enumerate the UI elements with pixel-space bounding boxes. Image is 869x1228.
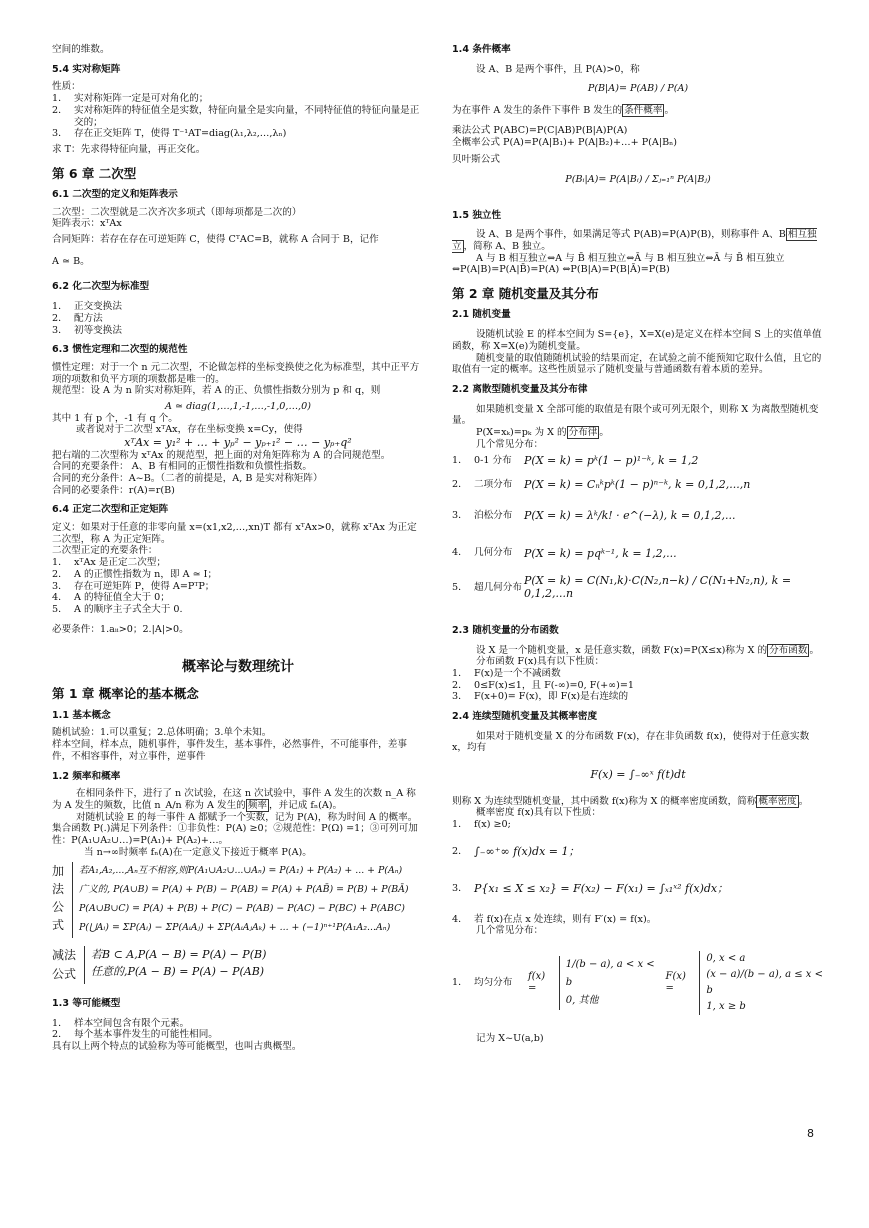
section-2-2-heading: 2.2 离散型随机变量及其分布律	[452, 383, 588, 395]
text: 随机试验：1.可以重复；2.总体明确；3.单个未知。	[52, 727, 272, 739]
text: 为在事件 A 发生的条件下事件 B 发生的 条件概率 。	[452, 105, 675, 117]
list-1-3	[52, 1018, 424, 1041]
formula-line: 任意的,P(A − B) = P(A) − P(AB)	[91, 965, 265, 979]
property-item: 2． ∫₋∞⁺∞ f(x)dx = 1；	[452, 844, 580, 858]
addition-formula-label: 加 法 公 式	[52, 864, 65, 933]
formula: P(B|A)= P(AB) / P(A)	[587, 83, 689, 95]
formula-line: 若B ⊂ A,P(A − B) = P(A) − P(B)	[91, 947, 267, 961]
uniform-label: 均匀分布	[474, 977, 513, 989]
text: 乘法公式 P(ABC)=P(C|AB)P(B|A)P(A)	[452, 124, 628, 136]
uniform-density: 1/(b − a), a < x < b 0, 其他	[559, 956, 658, 1010]
text: 合同的必要条件：r(A)=r(B)	[52, 484, 175, 496]
formula: A ≃ diag(1,…,1,-1,…,-1,0,…,0)	[165, 401, 311, 413]
text: 全概率公式 P(A)=P(A|B₁)+ P(A|B₂)+…+ P(A|Bₙ)	[452, 136, 678, 148]
formula-line: 广义的, P(A∪B) = P(A) + P(B) − P(AB) = P(A) + P(AB̄) = P(B) + P(BĀ)	[79, 884, 409, 896]
text: 概率密度 f(x)具有以下性质：	[476, 807, 602, 819]
text: 矩阵表示：xᵀAx	[52, 218, 122, 230]
addition-formula-lines	[72, 862, 409, 937]
text: 必要条件：1.aᵢᵢ>0；2.|A|>0。	[52, 623, 189, 635]
text: 设 A、B 是两个事件，如果满足等式 P(AB)=P(A)P(B)，则称事件 A、B 相互独立 ，简称 A、B 独立。	[452, 229, 817, 253]
text: A ≃ B。	[52, 255, 90, 267]
book-title: 概率论与数理统计	[182, 659, 294, 676]
uniform-distribution: 1． 均匀分布 f(x) = 1/(b − a), a < x < b 0, 其他 F(x) = 0, x < a (x − a)/(b − a), a ≤ x < b 1, x ≥ b	[452, 951, 824, 1015]
list-item: 3． F(x+0)= F(x)，即 F(x)是右连续的	[452, 691, 629, 703]
section-6-2-heading: 6.2 化二次型为标准型	[52, 281, 150, 293]
intro-line: 空间的维数。	[52, 44, 110, 55]
subtraction-formula-block	[52, 946, 424, 984]
list-item: 2． A 的正惯性指数为 n，即 A ≃ I；	[52, 568, 218, 580]
section-1-2-heading: 1.2 频率和概率	[52, 770, 121, 782]
page-number: 8	[807, 1127, 814, 1140]
text: 合同矩阵：若存在存在可逆矩阵 C，使得 CᵀAC=B，就称 A 合同于 B，记作	[52, 233, 379, 245]
chapter-1-heading: 第 1 章 概率论的基本概念	[52, 686, 199, 702]
chapter-2-heading: 第 2 章 随机变量及其分布	[452, 286, 599, 302]
section-2-4-heading: 2.4 连续型随机变量及其概率密度	[452, 711, 598, 723]
distribution-item: 1． 0-1 分布 P(X = k) = pᵏ(1 − p)¹⁻ᵏ, k = 1,2	[452, 454, 699, 468]
text: 贝叶斯公式	[452, 154, 500, 166]
list-item: 2． 0≤F(x)≤1，且 F(-∞)=0, F(+∞)=1	[452, 679, 635, 691]
formula-line: 若A₁,A₂,...,Aₙ互不相容,则P(A₁∪A₂∪...∪Aₙ) = P(A₁) + P(A₂) + ... + P(Aₙ)	[79, 865, 403, 877]
distribution-item: 5． 超几何分布 P(X = k) = C(N₁,k)·C(N₂,n−k) / C(N₁+N₂,n), k = 0,1,2,...n	[452, 574, 792, 601]
list-item: 5． A 的顺序主子式全大于 0.	[52, 603, 183, 615]
text: 把右端的二次型称为 xᵀAx 的规范型，把上面的对角矩阵称为 A 的合同规范型。	[52, 449, 391, 461]
list-item: 2． 配方法	[52, 312, 103, 324]
formula: F(x) = ∫₋∞ˣ f(t)dt	[590, 768, 686, 782]
formula-line: P(A∪B∪C) = P(A) + P(B) + P(C) − P(AB) − P(AC) − P(BC) + P(ABC)	[79, 903, 405, 915]
text: 定义：如果对于任意的非零向量 x=(x1,x2,…,xn)T 都有 xᵀAx>0，就称 xᵀAx 为正定二次型，称 A 为正定矩阵。	[52, 522, 417, 545]
formula: P(Bᵢ|A)= P(A|Bᵢ) / Σⱼ₌₁ⁿ P(A|Bⱼ)	[565, 173, 711, 185]
distribution-item: 3． 泊松分布 P(X = k) = λᵏ/k! · e^(−λ), k = 0,1,2,...	[452, 509, 736, 523]
text: 几个常见分布：	[476, 438, 544, 450]
text: 合同的充要条件： A、B 有相同的正惯性指数和负惯性指数。	[52, 461, 312, 473]
list-item: 1． F(x)是一个不减函数	[452, 667, 561, 679]
text: 如果对于随机变量 X 的分布函数 F(x)，存在非负函数 f(x)，使得对于任意实数 x，均有	[452, 730, 810, 754]
text: 分布函数 F(x)具有以下性质：	[476, 656, 605, 668]
text: 设 A、B 是两个事件，且 P(A)>0，称	[476, 63, 640, 75]
section-1-3-heading: 1.3 等可能概型	[52, 998, 121, 1010]
text: 二次型：二次型就是二次齐次多项式（即每项都是二次的）	[52, 206, 302, 218]
section-1-4-heading: 1.4 条件概率	[452, 44, 511, 55]
text: 合同的充分条件：A~B。（二者的前提是，A, B 是实对称矩阵）	[52, 472, 323, 484]
text: 对随机试验 E 的每一事件 A 都赋予一个实数，记为 P(A)，称为时间 A 的概率。集合函数 P(.)满足下列条件：①非负性：P(A) ≥0；②规范性：P(Ω) =1；③可列可加性：P(A₁∪A₂∪…)=P(A₁)+ P(A₂)+…。	[52, 811, 418, 847]
section-1-1-heading: 1.1 基本概念	[52, 709, 111, 721]
term-box: 分布函数	[769, 644, 808, 656]
list-item: 3． 存在正交矩阵 T，使得 T⁻¹AT=diag(λ₁,λ₂,…,λₙ)	[52, 128, 287, 140]
text: 其中 1 有 p 个，-1 有 q 个。	[52, 412, 178, 424]
section-6-4-heading: 6.4 正定二次型和正定矩阵	[52, 504, 169, 516]
text: ⇔P(A|B)=P(A|B̄)=P(A) ⇔P(B|A)=P(B|Ā)=P(B)	[452, 264, 670, 276]
property-item: 1． f(x) ≥0;	[452, 819, 511, 830]
distribution-item: 4． 几何分布 P(X = k) = pqᵏ⁻¹, k = 1,2,...	[452, 546, 677, 560]
list-5-4	[52, 93, 424, 140]
list-item: 1． 正交变换法	[52, 301, 122, 313]
text: 在相同条件下，进行了 n 次试验，在这 n 次试验中，事件 A 发生的次数 n_A 称为 A 发生的频数，比值 n_A/n 称为 A 发生的 频率 ，并记成 fₙ(A)。	[52, 788, 416, 811]
text: 二次型正定的充要条件：	[52, 545, 158, 557]
list-item: 1． 实对称矩阵一定是可对角化的；	[52, 93, 209, 105]
list-item: 2． 实对称矩阵的特征值全是实数，特征向量全是实向量，不同特征值的特征向量是正交的；	[52, 104, 420, 128]
list-2-3	[452, 668, 824, 703]
formula: xᵀAx = y₁² + … + yₚ² − yₚ₊₁² − … − yₚ₊q²	[124, 436, 352, 450]
addition-formula-block	[52, 862, 424, 937]
formula-line: P(⋃Aᵢ) = ΣP(Aᵢ) − ΣP(AᵢAⱼ) + ΣP(AᵢAⱼAₖ) + ... + (−1)ⁿ⁺¹P(A₁A₂...Aₙ)	[79, 921, 391, 933]
text: 规范型：设 A 为 n 阶实对称矩阵，若 A 的正、负惯性指数分别为 p 和 q，则	[52, 385, 381, 397]
list-item: 3． 存在可逆矩阵 P，使得 A=PᵀP；	[52, 580, 215, 592]
section-2-3-heading: 2.3 随机变量的分布函数	[452, 624, 559, 636]
subtraction-formula-label: 减法 公式	[52, 947, 77, 981]
text: 设 X 是一个随机变量，x 是任意实数，函数 F(x)=P(X≤x)称为 X 的 分布函数 。	[476, 644, 820, 656]
section-6-3-heading: 6.3 惯性定理和二次型的规范性	[52, 344, 188, 356]
text: 惯性定理：对于一个 n 元二次型，不论做怎样的坐标变换使之化为标准型，其中正平方项的项数和负平方项的项数都是唯一的。	[52, 361, 420, 385]
term-box: 分布律	[568, 427, 598, 439]
chapter-6-heading: 第 6 章 二次型	[52, 165, 137, 181]
term-box: 概率密度	[758, 795, 797, 807]
property-item: 4． 若 f(x)在点 x 处连续，则有 F′(x) = f(x)。	[452, 913, 657, 925]
term-box: 条件概率	[624, 105, 663, 117]
text: A 与 B 相互独立⇔A 与 B̄ 相互独立⇔Ā 与 B 相互独立⇔Ā 与 B̄ 相互独立	[476, 252, 785, 264]
section-5-4-heading: 5.4 实对称矩阵	[52, 63, 121, 75]
text: 或者说对于二次型 xᵀAx，存在坐标变换 x=Cy，使得	[76, 424, 303, 436]
text: 则称 X 为连续型随机变量，其中函数 f(x)称为 X 的概率密度函数，简称 概率密度 。	[452, 795, 809, 807]
term-box: 相互独立	[452, 229, 817, 253]
uniform-cdf: 0, x < a (x − a)/(b − a), a ≤ x < b 1, x ≥ b	[699, 951, 824, 1015]
text: 具有以上两个特点的试验称为等可能概型，也叫古典概型。	[52, 1041, 302, 1053]
list-item: 3． 初等变换法	[52, 324, 122, 336]
section-2-1-heading: 2.1 随机变量	[452, 309, 511, 321]
text: 样本空间，样本点，随机事件，事件发生，基本事件，必然事件，不可能事件，差事件，不相容事件，对立事件，逆事件	[52, 739, 407, 762]
text: 当 n→∞时频率 fₙ(A)在一定意义下接近于概率 P(A)。	[84, 846, 312, 858]
distribution-item: 2． 二项分布 P(X = k) = Cₙᵏpᵏ(1 − p)ⁿ⁻ᵏ, k = 0,1,2,...,n	[452, 477, 751, 491]
section-6-1-heading: 6.1 二次型的定义和矩阵表示	[52, 188, 178, 200]
section-1-5-heading: 1.5 独立性	[452, 209, 502, 221]
property-item: 3． P{x₁ ≤ X ≤ x₂} = F(x₂) − F(x₁) = ∫ₓ₁ˣ² f(x)dx；	[452, 882, 729, 896]
term-box: 频率	[247, 799, 267, 811]
list-item: 1． 样本空间包含有限个元素。	[52, 1017, 190, 1029]
subtraction-formula-lines	[84, 946, 266, 984]
text: 如果随机变量 X 全部可能的取值是有限个或可列无限个，则称 X 为离散型随机变量。	[452, 403, 819, 427]
left-column	[52, 44, 424, 1053]
list-item: 1． xᵀAx 是正定二次型；	[52, 557, 166, 569]
text: P(X=xₖ)=pₖ 为 X 的 分布律 。	[476, 427, 609, 439]
text: 记为 X~U(a,b)	[476, 1032, 544, 1044]
text: 几个常见分布：	[476, 925, 544, 937]
text: 随机变量的取值随随机试验的结果而定，在试验之前不能预知它取什么值，且它的取值有一定的概率。这些性质显示了随机变量与普通函数有着本质的差异。	[452, 352, 822, 376]
list-item: 2． 每个基本事件发生的可能性相同。	[52, 1029, 218, 1041]
list-6-2	[52, 301, 424, 336]
text: 求 T：先求得特征向量，再正交化。	[52, 143, 206, 155]
list-6-4	[52, 557, 424, 616]
text: 设随机试验 E 的样本空间为 S={e}，X=X(e)是定义在样本空间 S 上的实值单值函数，称 X=X(e)为随机变量。	[452, 329, 822, 352]
right-column	[452, 44, 824, 1045]
list-item: 4． A 的特征值全大于 0；	[52, 592, 170, 604]
text: 性质：	[52, 81, 81, 93]
